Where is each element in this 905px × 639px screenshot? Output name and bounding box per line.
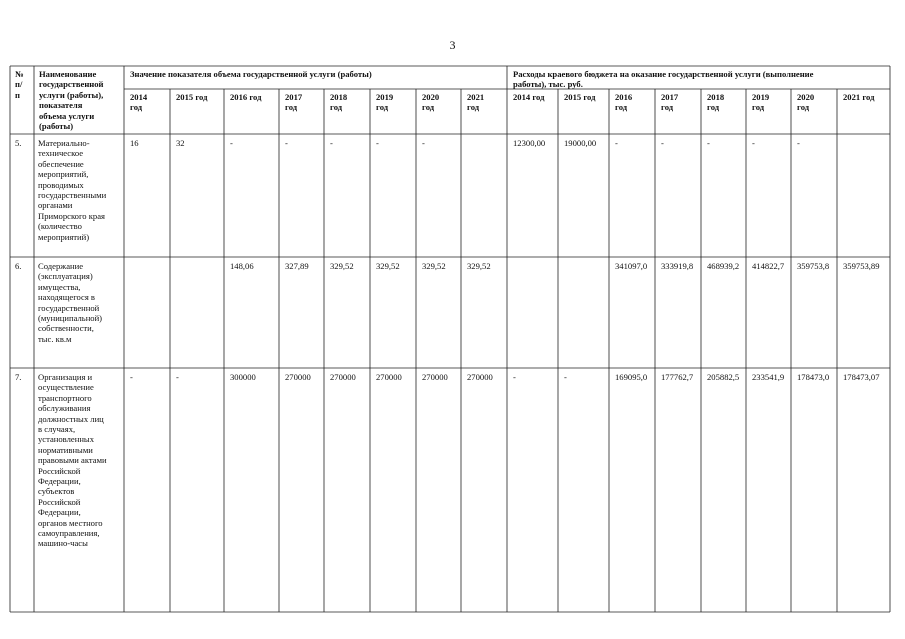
header-name: услуги (работы), — [39, 89, 104, 100]
header-expense-year: год — [615, 102, 628, 113]
header-name: государственной — [39, 79, 104, 90]
volume-cell: 16 — [130, 138, 139, 148]
row-name: в случаях, — [38, 424, 76, 434]
expense-cell: - — [615, 138, 618, 148]
row-name: транспортного — [38, 392, 92, 403]
volume-cell: 270000 — [285, 372, 311, 382]
expense-cell: 333919,8 — [661, 261, 694, 271]
volume-cell: 32 — [176, 138, 185, 148]
row-name: машино-часы — [38, 538, 88, 549]
header-number: п/ — [15, 79, 23, 90]
header-expense-year: год — [797, 102, 810, 113]
row-name: органами — [38, 200, 73, 211]
volume-cell: 327,89 — [285, 261, 309, 271]
row-name: органов местного — [38, 517, 103, 528]
volume-cell: 148,06 — [230, 261, 254, 271]
expense-cell: 178473,0 — [797, 372, 830, 382]
header-expense-year: год — [707, 102, 720, 113]
volume-cell: 270000 — [376, 372, 402, 382]
expense-cell: - — [752, 138, 755, 148]
row-name: осуществление — [38, 382, 94, 393]
expense-cell: 205882,5 — [707, 372, 740, 382]
row-number: 6. — [15, 261, 22, 271]
volume-cell: - — [376, 138, 379, 148]
row-name: (муниципальной) — [38, 313, 103, 323]
volume-cell: 270000 — [422, 372, 448, 382]
header-expense-year: 2020 — [797, 92, 815, 102]
volume-cell: - — [422, 138, 425, 148]
header-expense-year: 2021 год — [843, 92, 875, 102]
row-name: проводимых — [38, 179, 84, 190]
expense-cell: 169095,0 — [615, 372, 648, 382]
expense-cell: 359753,89 — [843, 261, 880, 271]
expense-cell: 468939,2 — [707, 261, 740, 271]
row-name: установленных — [38, 434, 94, 445]
volume-cell: 300000 — [230, 372, 256, 382]
header-volume-year: 2019 — [376, 92, 394, 102]
row-name: обеспечение — [38, 158, 84, 169]
header-volume-year: год — [130, 102, 143, 113]
row-name: техническое — [38, 148, 84, 159]
expense-cell: 359753,8 — [797, 261, 830, 271]
header-name: Наименование — [39, 69, 97, 79]
row-name: Материально- — [38, 138, 90, 148]
row-name: Российской — [38, 496, 81, 507]
volume-cell: - — [176, 372, 179, 382]
row-name: имущества, — [38, 281, 81, 292]
expense-cell: 177762,7 — [661, 372, 694, 382]
row-name: Организация и — [38, 372, 93, 382]
header-expense-year: 2018 — [707, 92, 725, 102]
expense-cell: - — [707, 138, 710, 148]
volume-cell: - — [130, 372, 133, 382]
header-volume-year: 2016 год — [230, 92, 262, 102]
expense-cell: 414822,7 — [752, 261, 785, 271]
volume-cell: - — [230, 138, 233, 148]
header-volume-year: 2015 год — [176, 92, 208, 102]
header-volume-year: год — [467, 102, 480, 113]
row-name: Федерации, — [38, 476, 81, 486]
row-name: мероприятий) — [38, 231, 90, 242]
row-number: 7. — [15, 372, 22, 382]
row-name: должностных лиц — [38, 413, 104, 424]
header-name: показателя — [39, 100, 83, 111]
row-name: нормативными — [38, 444, 93, 455]
header-number: п — [15, 89, 20, 100]
expense-cell: 233541,9 — [752, 372, 785, 382]
expense-cell: 178473,07 — [843, 372, 880, 382]
row-name: правовыми актами — [38, 455, 107, 466]
row-name: Приморского края — [38, 210, 105, 221]
header-volume-year: 2018 — [330, 92, 348, 102]
header-expense-group: Расходы краевого бюджета на оказание государственной услуги (выполнение — [513, 69, 814, 79]
expense-cell: 12300,00 — [513, 138, 546, 148]
expense-cell: 19000,00 — [564, 138, 597, 148]
header-expense-year: 2014 год — [513, 92, 545, 102]
header-volume-year: год — [285, 102, 298, 113]
row-name: находящегося в — [38, 292, 95, 303]
expense-cell: - — [564, 372, 567, 382]
expense-cell: - — [797, 138, 800, 148]
row-number: 5. — [15, 138, 22, 148]
row-name: мероприятий, — [38, 169, 89, 180]
row-name: (количество — [38, 221, 82, 232]
header-number: № — [15, 69, 24, 79]
volume-cell: 329,52 — [467, 261, 491, 271]
header-expense-year: 2019 — [752, 92, 770, 102]
volume-cell: 329,52 — [330, 261, 354, 271]
header-volume-year: 2020 — [422, 92, 440, 102]
header-expense-year: год — [661, 102, 674, 113]
row-name: Российской — [38, 465, 81, 476]
header-volume-group: Значение показателя объема государственной услуги (работы) — [130, 69, 372, 79]
header-name: объема услуги — [39, 110, 95, 121]
header-name: (работы) — [39, 121, 74, 131]
volume-cell: 270000 — [467, 372, 493, 382]
volume-cell: - — [285, 138, 288, 148]
header-volume-year: год — [330, 102, 343, 113]
volume-cell: 329,52 — [422, 261, 446, 271]
row-name: Федерации, — [38, 507, 81, 518]
header-volume-year: 2014 — [130, 92, 148, 102]
row-name: тыс. кв.м — [38, 333, 72, 344]
header-volume-year: год — [376, 102, 389, 113]
header-expense-year: год — [752, 102, 765, 113]
volume-cell: 329,52 — [376, 261, 400, 271]
header-volume-year: год — [422, 102, 435, 113]
volume-cell: - — [330, 138, 333, 148]
header-expense-year: 2017 — [661, 92, 679, 102]
row-name: субъектов — [38, 486, 75, 497]
expense-cell: - — [661, 138, 664, 148]
header-expense-year: 2015 год — [564, 92, 596, 102]
header-expense-group: работы), тыс. руб. — [513, 79, 583, 90]
row-name: государственными — [38, 190, 107, 200]
row-name: обслуживания — [38, 403, 91, 414]
row-name: (эксплуатация) — [38, 271, 93, 282]
volume-cell: 270000 — [330, 372, 356, 382]
row-name: государственной — [38, 302, 100, 313]
header-volume-year: 2017 — [285, 92, 303, 102]
row-name: собственности, — [38, 323, 94, 334]
header-expense-year: 2016 — [615, 92, 633, 102]
page-number: 3 — [449, 38, 456, 52]
expense-cell: - — [513, 372, 516, 382]
header-volume-year: 2021 — [467, 92, 485, 102]
expense-cell: 341097,0 — [615, 261, 648, 271]
row-name: самоуправления, — [38, 528, 100, 538]
row-name: Содержание — [38, 261, 84, 271]
